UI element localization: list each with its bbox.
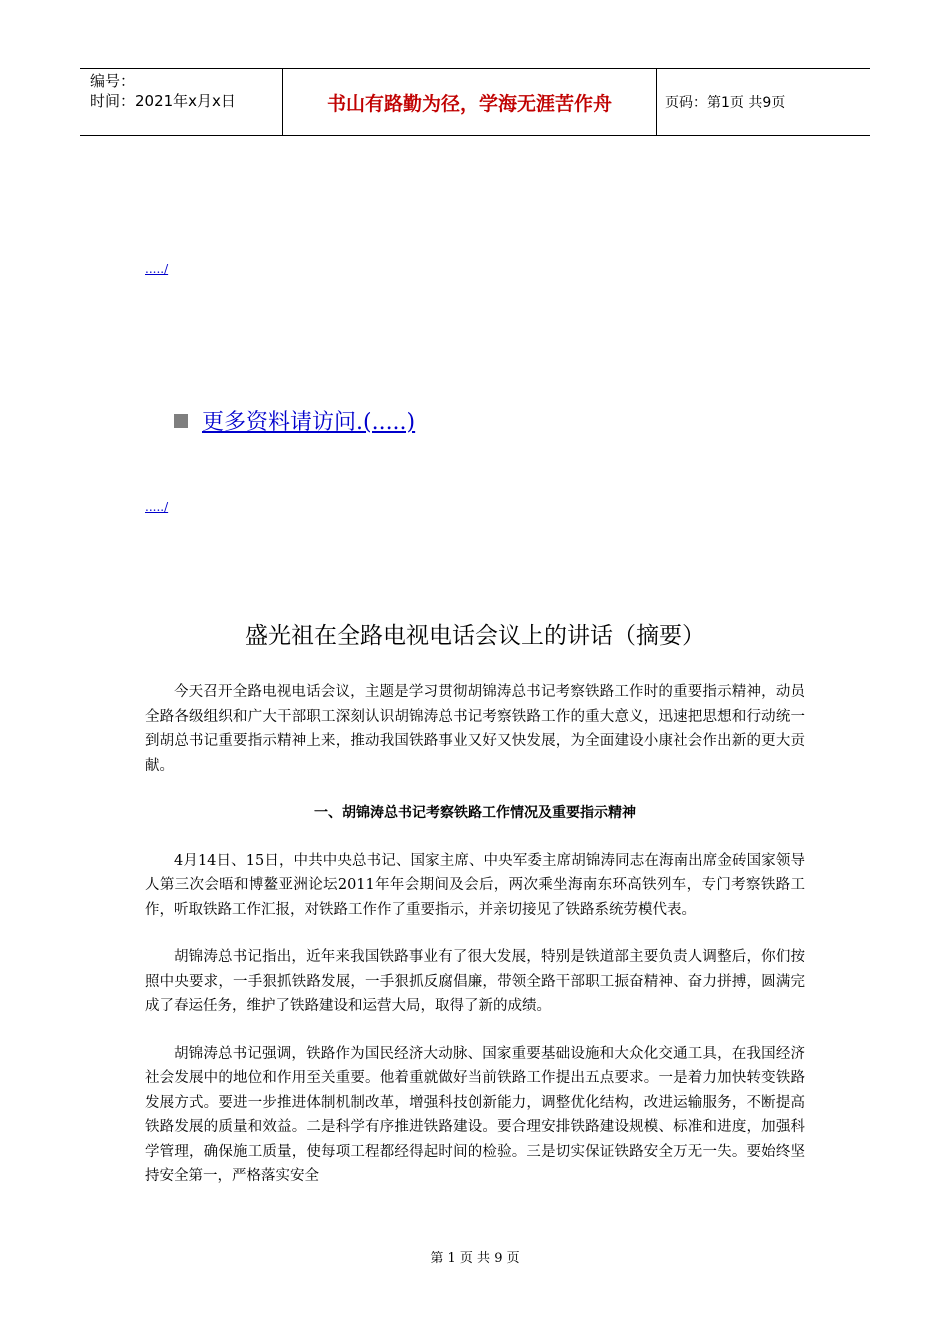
document-title: 盛光祖在全路电视电话会议上的讲话（摘要） — [245, 623, 705, 649]
header-left-cell — [80, 69, 282, 135]
motto: 书山有路勤为径，学海无涯苦作舟 — [282, 69, 657, 135]
paragraph-3: 胡锦涛总书记强调，铁路作为国民经济大动脉、国家重要基础设施和大众化交通工具，在我国经济社会发展中的地位和作用至关重要。他着重就做好当前铁路工作提出五点要求。一是着力加快转变铁路发展方式。要进一步推进体制机制改革，增强科技创新能力，调整优化结构，改进运输服务，不断提高铁路发展的质量和效益。二是科学有序推进铁路建设。要合理安排铁路建设规模、标准和进度，加强科学管理，确保施工质量，使每项工程都经得起时间的检验。三是切实保证铁路安全万无一失。要始终坚持安全第一，严格落实安全 — [145, 1045, 805, 1184]
paragraph-2: 胡锦涛总书记指出，近年来我国铁路事业有了很大发展，特别是铁道部主要负责人调整后，你们按照中央要求，一手狠抓铁路发展，一手狠抓反腐倡廉，带领全路干部职工振奋精神、奋力拼搏，圆满完成了春运任务，维护了铁路建设和运营大局，取得了新的成绩。 — [145, 949, 805, 1014]
page-footer: 第 1 页 共 9 页 — [430, 1251, 520, 1266]
time-label: 时间：2021年x月x日 — [90, 92, 236, 110]
promo-line — [174, 405, 415, 436]
paragraph-1: 4月14日、15日，中共中央总书记、国家主席、中央军委主席胡锦涛同志在海南出席金砖国家领导人第三次会晤和博鳌亚洲论坛2011年年会期间及会后，两次乘坐海南东环高铁列车，专门考察铁路工作，听取铁路工作汇报，对铁路工作作了重要指示，并亲切接见了铁路系统劳模代表。 — [145, 852, 805, 918]
code-label: 编号： — [90, 72, 136, 90]
document-body — [145, 680, 805, 1212]
top-link[interactable]: ...../ — [145, 262, 169, 276]
section-heading: 一、胡锦涛总书记考察铁路工作情况及重要指示精神 — [314, 805, 636, 821]
square-bullet-icon — [174, 414, 188, 428]
intro-paragraph: 今天召开全路电视电话会议，主题是学习贯彻胡锦涛总书记考察铁路工作时的重要指示精神，动员全路各级组织和广大干部职工深刻认识胡锦涛总书记考察铁路工作的重大意义，迅速把思想和行动统一到胡总书记重要指示精神上来，推动我国铁路事业又好又快发展，为全面建设小康社会作出新的更大贡献。 — [145, 684, 805, 774]
promo-link[interactable]: 更多资料请访问.(.....) — [202, 410, 416, 435]
bottom-link[interactable]: ...../ — [145, 500, 169, 514]
header-table — [80, 68, 870, 136]
page-info: 页码：第1页 共9页 — [665, 95, 786, 111]
